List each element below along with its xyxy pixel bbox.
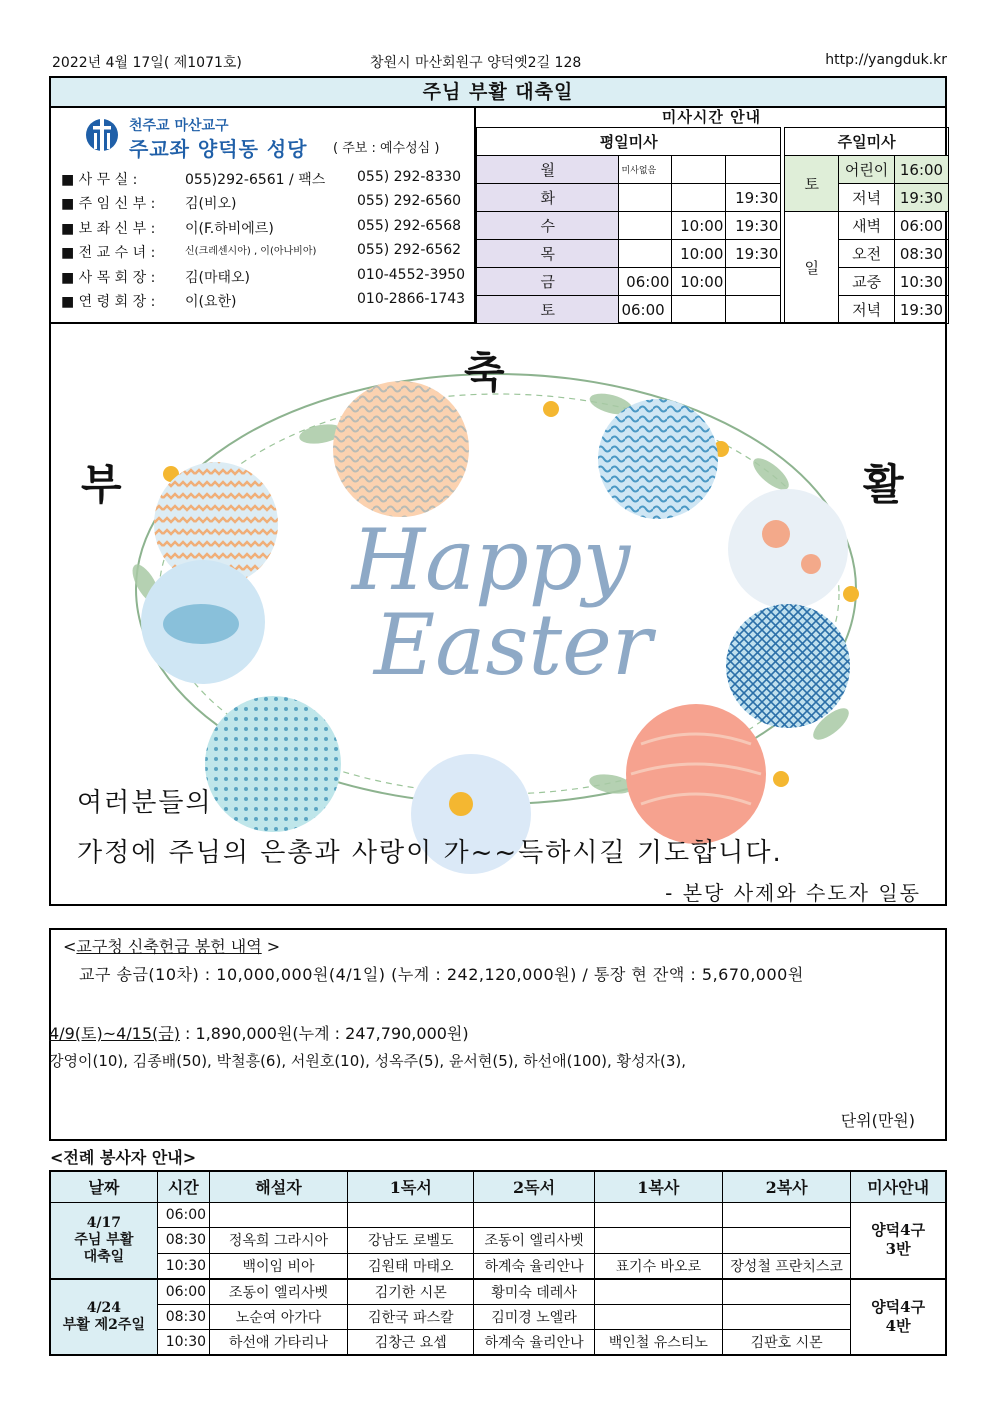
text-span: 4반 (885, 1316, 911, 1335)
contact-key: ■ 주 임 신 부 : (61, 196, 156, 213)
contact-phone: 010-4552-3950 (357, 266, 466, 283)
sunday-mass-name: 오전 (839, 240, 895, 268)
sunday-mass-name: 저녁 (839, 296, 895, 324)
text-span: : 1,890,000원(누계 : 247,790,000원) (179, 1024, 469, 1043)
name-cell (594, 1228, 722, 1254)
name-cell (474, 1202, 594, 1228)
name-cell: 백이임 비아 (209, 1253, 347, 1279)
happy-script: Happy (351, 511, 631, 609)
name-cell: 노순여 아가다 (209, 1304, 347, 1330)
liturgy-title: <전례 봉사자 안내> (50, 1148, 197, 1167)
parish-name: 주교좌 양덕동 성당 (129, 137, 308, 161)
weekday-cell: 수 (477, 212, 619, 240)
char-chuk: 축 (464, 348, 505, 397)
sunday-mass-time: 19:30 (894, 296, 948, 324)
name-cell (722, 1279, 850, 1305)
header-server1: 1복사 (594, 1171, 722, 1202)
date-cell (50, 1202, 157, 1279)
church-info-box (49, 107, 947, 324)
table-cell (781, 268, 785, 296)
name-cell: 표기수 바오로 (594, 1253, 722, 1279)
page-title: 주님 부활 대축일 (49, 76, 947, 108)
contact-key: ■ 전 교 수 녀 : (61, 245, 156, 262)
contact-key: ■ 보 좌 신 부 : (61, 220, 156, 237)
contact-row (61, 169, 471, 193)
name-cell: 하선애 가타리나 (209, 1330, 347, 1356)
contact-value: 055)292-6561 / 팩스 (185, 172, 326, 188)
contact-phone: 010-2866-1743 (357, 290, 466, 307)
contact-list (61, 169, 471, 315)
name-cell: 황미숙 데레사 (474, 1279, 594, 1305)
greeting-line-2: 가정에 주님의 은총과 사랑이 가~~득하시길 기도합니다. (77, 838, 783, 868)
table-row (50, 1253, 946, 1279)
sunday-mass-name: 새벽 (839, 212, 895, 240)
liturgy-table (49, 1170, 947, 1356)
contact-row (61, 193, 471, 217)
saturday-label: 토 (785, 156, 839, 212)
time-cell: 08:30 (157, 1228, 209, 1254)
weekday-cell: 화 (477, 184, 619, 212)
contact-value: 이(요한) (185, 293, 237, 310)
name-cell: 김판호 시몬 (722, 1330, 850, 1356)
mass-time-cell (726, 268, 781, 296)
greeting-signature: - 본당 사제와 수도자 일동 (665, 881, 921, 905)
greeting-line-1: 여러분들의 (77, 788, 213, 818)
contact-value: 이(F.하비에르) (185, 220, 274, 237)
mass-time-cell (726, 156, 781, 184)
name-cell: 김미경 노엘라 (474, 1304, 594, 1330)
contact-phone: 055) 292-8330 (357, 169, 462, 185)
mass-time-cell: 미사없음 (619, 156, 672, 184)
contact-key: ■ 사 목 회 장 : (61, 269, 156, 286)
website-link[interactable]: http://yangduk.kr (825, 52, 947, 68)
name-cell (722, 1304, 850, 1330)
table-cell (781, 240, 785, 268)
sunday-mass-time: 08:30 (894, 240, 948, 268)
name-cell: 김한국 파스칼 (348, 1304, 474, 1330)
text-span: 대축일 (83, 1248, 125, 1265)
name-cell: 정옥희 그라시아 (209, 1228, 347, 1254)
text-span: < (63, 937, 77, 956)
text-span: 4/17 (86, 1214, 122, 1231)
text-span: 4/24 (86, 1299, 122, 1316)
sunday-mass-name: 어린이 (839, 156, 895, 184)
contact-value: 김(비오) (185, 196, 237, 213)
weekday-cell: 금 (477, 268, 619, 296)
name-cell (348, 1202, 474, 1228)
mass-time-cell: 06:00 (619, 268, 672, 296)
contact-phone: 055) 292-6568 (357, 217, 462, 234)
mass-time-cell (672, 184, 726, 212)
sunday-mass-time: 16:00 (894, 156, 948, 184)
name-cell (722, 1202, 850, 1228)
table-row (50, 1279, 946, 1305)
sunday-mass-name: 교중 (839, 268, 895, 296)
header-reading1: 1독서 (348, 1171, 474, 1202)
sunday-label: 일 (785, 212, 839, 324)
name-cell (594, 1279, 722, 1305)
header-date: 날짜 (50, 1171, 157, 1202)
weekday-cell: 목 (477, 240, 619, 268)
contact-row (61, 218, 471, 242)
weekday-mass-label: 평일미사 (477, 128, 781, 156)
sunday-mass-label: 주일미사 (785, 128, 949, 156)
contact-value: 김(마태오) (185, 269, 251, 286)
contact-phone: 055) 292-6560 (357, 193, 462, 210)
mass-time-cell (619, 212, 672, 240)
guide-cell (851, 1202, 946, 1279)
sunday-mass-name: 저녁 (839, 184, 895, 212)
table-row (50, 1304, 946, 1330)
text-span: > (261, 937, 281, 956)
header-server2: 2복사 (722, 1171, 850, 1202)
easter-script: Easter (373, 596, 653, 694)
mass-time-cell (672, 296, 726, 324)
mass-time-cell: 10:00 (672, 212, 726, 240)
donation-title (63, 934, 280, 957)
text-span: 주님 부활 (74, 1231, 134, 1248)
name-cell: 조동이 엘리사벳 (474, 1228, 594, 1254)
contact-row (61, 267, 471, 291)
church-logo-icon (85, 113, 119, 157)
contact-row (61, 242, 471, 266)
time-cell: 10:30 (157, 1330, 209, 1356)
header-commentator: 해설자 (209, 1171, 347, 1202)
time-cell: 06:00 (157, 1279, 209, 1305)
mass-time-cell (726, 296, 781, 324)
header-time: 시간 (157, 1171, 209, 1202)
time-cell: 08:30 (157, 1304, 209, 1330)
mass-time-cell (672, 156, 726, 184)
weekday-cell: 토 (477, 296, 619, 324)
page-header (52, 50, 947, 72)
name-cell: 하계숙 율리안나 (474, 1253, 594, 1279)
church-address: 창원시 마산회원구 양덕옛2길 128 (370, 55, 582, 71)
table-row (50, 1202, 946, 1228)
name-cell (594, 1202, 722, 1228)
time-cell: 06:00 (157, 1202, 209, 1228)
name-cell: 하계숙 율리안나 (474, 1330, 594, 1356)
text-span: 3반 (885, 1240, 911, 1258)
table-row (50, 1330, 946, 1356)
mass-table (476, 127, 949, 324)
table-row (50, 1228, 946, 1254)
header-mass-guide: 미사안내 (851, 1171, 946, 1202)
contact-value: 신(크레센시아) , 이(아나비아) (185, 246, 317, 258)
easter-greeting-panel (49, 324, 947, 906)
mass-time-cell: 10:00 (672, 240, 726, 268)
donation-period (49, 1021, 469, 1044)
name-cell (594, 1304, 722, 1330)
time-cell: 10:30 (157, 1253, 209, 1279)
donation-unit: 단위(만원) (840, 1111, 915, 1130)
mass-schedule (474, 107, 947, 322)
guide-cell (851, 1279, 946, 1356)
header-reading2: 2독서 (474, 1171, 594, 1202)
date-cell (50, 1279, 157, 1356)
text-span: 양덕4구 (871, 1221, 926, 1239)
name-cell (209, 1202, 347, 1228)
name-cell: 김창근 요셉 (348, 1330, 474, 1356)
mass-time-cell: 19:30 (726, 184, 781, 212)
donor-list: 강영이(10), 김종배(50), 박철흥(6), 서원호(10), 성옥주(5), 윤서현(5), 하선애(100), 황성자(3), (49, 1052, 686, 1070)
text-span: 교구청 신축헌금 봉헌 내역 (76, 937, 262, 956)
diocese-name: 천주교 마산교구 (129, 118, 229, 134)
mass-time-cell (619, 240, 672, 268)
patron-label: ( 주보 : 예수성심 ) (333, 141, 440, 156)
mass-time-cell: 19:30 (726, 212, 781, 240)
contact-phone: 055) 292-6562 (357, 242, 462, 259)
liturgy-header-row (50, 1171, 946, 1202)
sunday-mass-time: 06:00 (894, 212, 948, 240)
name-cell: 김기한 시몬 (348, 1279, 474, 1305)
weekday-cell: 월 (477, 156, 619, 184)
contact-key: ■ 사 무 실 : (61, 172, 138, 188)
table-cell (781, 184, 785, 212)
name-cell: 백인철 유스티노 (594, 1330, 722, 1356)
name-cell (722, 1228, 850, 1254)
issue-date: 2022년 4월 17일( 제1071호) (52, 55, 242, 71)
char-hwal: 활 (863, 460, 904, 509)
donation-summary: 교구 송금(10차) : 10,000,000원(4/1일) (누계 : 242,120,000원) / 통장 현 잔액 : 5,670,000원 (79, 965, 804, 984)
name-cell: 김원태 마태오 (348, 1253, 474, 1279)
text-span: 부활 제2주일 (62, 1316, 145, 1333)
table-cell (781, 296, 785, 324)
contact-key: ■ 연 령 회 장 : (61, 293, 156, 310)
contact-row (61, 291, 471, 315)
text-span: 4/9(토)~4/15(금) (49, 1024, 180, 1043)
sunday-mass-time: 10:30 (894, 268, 948, 296)
mass-time-cell (619, 184, 672, 212)
name-cell: 강남도 로벨도 (348, 1228, 474, 1254)
name-cell: 장성철 프란치스코 (722, 1253, 850, 1279)
text-span: 양덕4구 (871, 1297, 926, 1316)
mass-heading: 미사시간 안내 (661, 108, 762, 126)
sunday-mass-time: 19:30 (894, 184, 948, 212)
mass-time-cell: 19:30 (726, 240, 781, 268)
mass-time-cell: 10:00 (672, 268, 726, 296)
mass-time-cell: 06:00 (619, 296, 672, 324)
char-bu: 부 (81, 460, 122, 509)
name-cell: 조동이 엘리사벳 (209, 1279, 347, 1305)
donation-box (49, 928, 947, 1141)
